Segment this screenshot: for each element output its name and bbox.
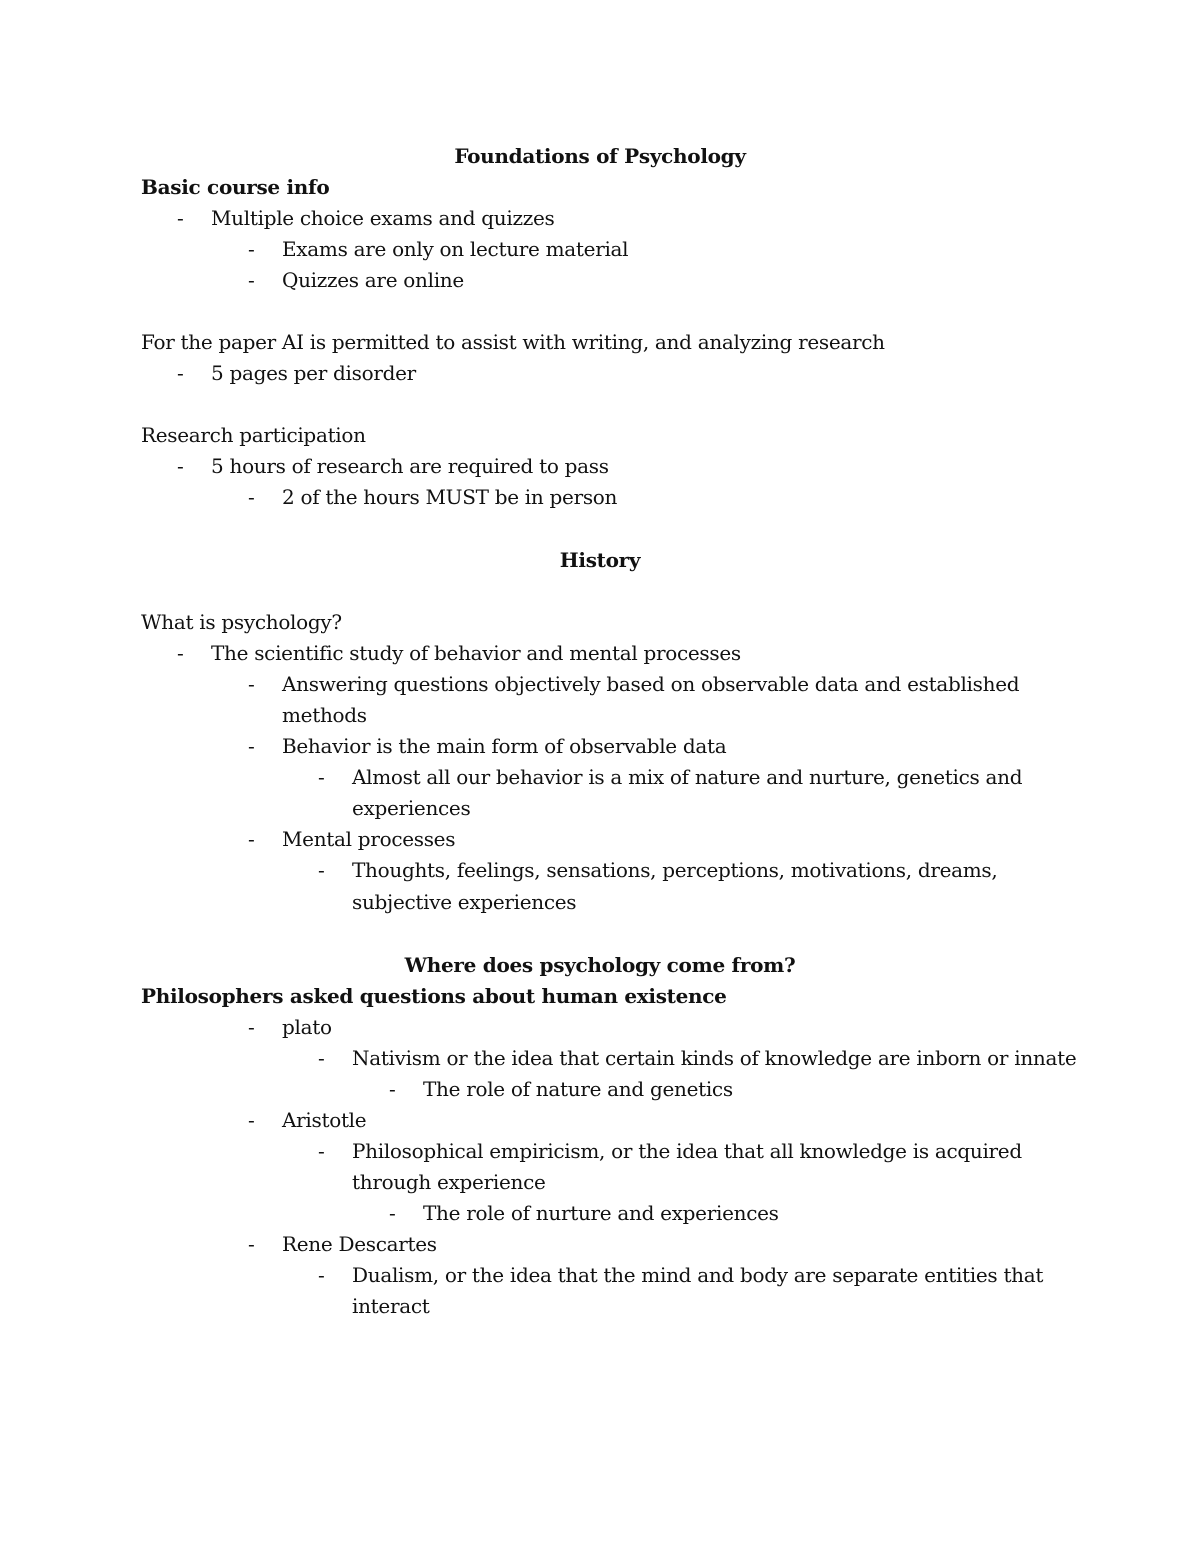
section-heading-history: History — [559, 548, 641, 572]
bullet-dash: - — [248, 268, 255, 292]
list-item-continuation: methods — [282, 703, 367, 727]
bullet-dash: - — [248, 734, 255, 758]
bullet-dash: - — [389, 1077, 396, 1101]
bullet-dash: - — [248, 1108, 255, 1132]
list-item: Answering questions objectively based on observable data and established — [282, 672, 1020, 696]
paragraph-paper: For the paper AI is permitted to assist with writing, and analyzing research — [141, 330, 885, 354]
list-item: The scientific study of behavior and mental processes — [211, 641, 741, 665]
list-item: Exams are only on lecture material — [282, 237, 629, 261]
section-heading-course-info: Basic course info — [141, 175, 330, 199]
section-heading-origins: Where does psychology come from? — [404, 953, 796, 977]
list-item: Nativism or the idea that certain kinds of knowledge are inborn or innate — [352, 1046, 1077, 1070]
list-item: 5 hours of research are required to pass — [211, 454, 609, 478]
bullet-dash: - — [318, 1139, 325, 1163]
bullet-dash: - — [389, 1201, 396, 1225]
list-item: plato — [282, 1015, 332, 1039]
bullet-dash: - — [177, 361, 184, 385]
bullet-dash: - — [248, 827, 255, 851]
list-item-continuation: subjective experiences — [352, 890, 577, 914]
list-item: Philosophical empiricism, or the idea that all knowledge is acquired — [352, 1139, 1022, 1163]
list-item: Aristotle — [282, 1108, 367, 1132]
bullet-dash: - — [248, 237, 255, 261]
paragraph-research: Research participation — [141, 423, 366, 447]
bullet-dash: - — [248, 672, 255, 696]
document-title: Foundations of Psychology — [454, 144, 746, 168]
list-item: The role of nurture and experiences — [423, 1201, 779, 1225]
bullet-dash: - — [318, 858, 325, 882]
list-item: Dualism, or the idea that the mind and body are separate entities that — [352, 1263, 1044, 1287]
bullet-dash: - — [177, 641, 184, 665]
bullet-dash: - — [248, 485, 255, 509]
bullet-dash: - — [177, 206, 184, 230]
list-item: Multiple choice exams and quizzes — [211, 206, 555, 230]
bullet-dash: - — [318, 765, 325, 789]
list-item: Thoughts, feelings, sensations, perceptions, motivations, dreams, — [352, 858, 998, 882]
list-item: Almost all our behavior is a mix of nature and nurture, genetics and — [352, 765, 1023, 789]
list-item: 2 of the hours MUST be in person — [282, 485, 618, 509]
list-item: Quizzes are online — [282, 268, 464, 292]
bullet-dash: - — [248, 1232, 255, 1256]
list-item-continuation: experiences — [352, 796, 471, 820]
question-text: What is psychology? — [141, 610, 342, 634]
bullet-dash: - — [177, 454, 184, 478]
list-item-continuation: interact — [352, 1294, 430, 1318]
list-item: Rene Descartes — [282, 1232, 437, 1256]
bullet-dash: - — [318, 1263, 325, 1287]
bullet-dash: - — [248, 1015, 255, 1039]
list-item: Mental processes — [282, 827, 456, 851]
bullet-dash: - — [318, 1046, 325, 1070]
list-item: The role of nature and genetics — [423, 1077, 733, 1101]
list-item: 5 pages per disorder — [211, 361, 416, 385]
list-item: Behavior is the main form of observable data — [282, 734, 727, 758]
list-item-continuation: through experience — [352, 1170, 546, 1194]
subheading-philosophers: Philosophers asked questions about human existence — [141, 984, 727, 1008]
